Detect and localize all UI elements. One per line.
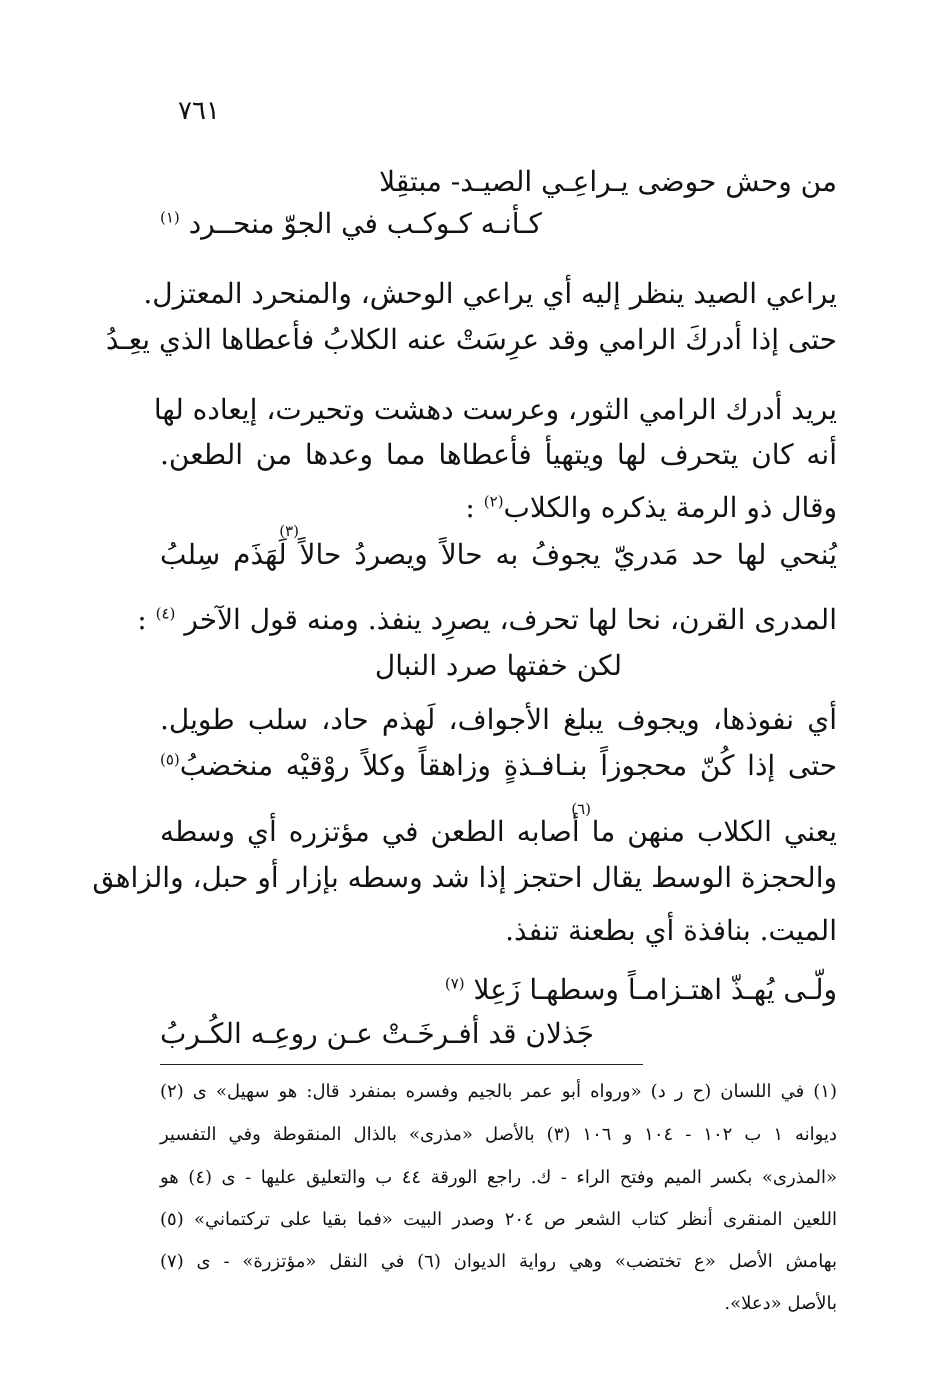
verse-line-5b: جَذلان قد أفـرخَـتْ عـن روعِـه الكُـربُ <box>160 1017 594 1050</box>
footnote-mark-4: (٤) <box>155 604 176 623</box>
verse-line-1a: من وحش حوضى يـراعِـي الصيـد- مبتقِلا <box>379 165 837 198</box>
commentary-line-3: أنه كان يتحرف لها ويتهيأ فأعطاها مما وعدها من الطعن. <box>160 438 837 471</box>
footnote-line-1: (١) في اللسان (ح ر د) «ورواه أبو عمر بالجيم وفسره بمنفرد قال: هو سهيل» ى (٢) <box>160 1081 837 1102</box>
footnote-mark-6: (٦) <box>571 800 591 818</box>
commentary-line-7 <box>160 814 837 850</box>
commentary-line-1: يراعي الصيد ينظر إليه أي يراعي الوحش، والمنحرد المعتزل. <box>143 277 837 310</box>
verse-line-3-text: يُنحي لها حد مَدريّ يجوفُ به حالاً ويصردُ حالاً لَهَذَم سِلبُ <box>160 538 837 571</box>
commentary-line-5: المدرى القرن، نحا لها تحرف، يصرِد ينفذ. ومنه قول الآخر $^{(٤)}$ : <box>137 603 837 636</box>
page-number: ٧٦١ <box>178 96 220 126</box>
commentary-line-7-text: يعني الكلاب منهن ما أصابه الطعن في مؤتزره أي وسطه <box>160 815 837 848</box>
footnote-line-3: «المذرى» بكسر الميم وفتح الراء - ك. راجع الورقة ٤٤ ب والتعليق عليها - ى (٤) هو <box>160 1167 838 1188</box>
commentary-line-2: يريد أدرك الرامي الثور، وعرست دهشت وتحيرت، إيعاده لها <box>153 393 837 426</box>
verse-line-3 <box>160 537 837 573</box>
footnote-line-5: بهامش الأصل «ع تختضب» وهي رواية الديوان (٦) في النقل «مؤتزرة» - ى (٧) <box>160 1251 837 1272</box>
quoted-hemistich: لكن خفتها صرد النبال <box>374 649 623 682</box>
commentary-line-6: أي نفوذها، ويجوف يبلغ الأجواف، لَهذم حاد، سلب طويل. <box>160 703 837 736</box>
verse-line-2: حتى إذا أدركَ الرامي وقد عرِسَتْ عنه الكلابُ فأعطاها الذي يعِـدُ <box>105 323 837 356</box>
footnote-mark-3: (٣) <box>279 522 299 540</box>
footnote-line-4: اللعين المنقرى أنظر كتاب الشعر ص ٢٠٤ وصدر البيت «فما بقيا على تركتماني» (٥) <box>160 1209 837 1230</box>
verse-line-1b <box>160 206 542 242</box>
commentary-line-4: وقال ذو الرمة يذكره والكلاب$^{(٢)}$ : <box>465 491 837 524</box>
verse-line-1b-text: كـأنـه كـوكـب في الجوّ منحــرد <box>188 207 542 240</box>
footnote-separator <box>160 1064 643 1065</box>
commentary-line-4-text: وقال ذو الرمة يذكره والكلاب <box>503 491 837 524</box>
verse-line-5a-text: ولّـى يُهـذّ اهتـزامـاً وسطهـا زَعِلا <box>473 973 837 1006</box>
footnote-line-6: بالأصل «دعلا». <box>724 1293 837 1314</box>
footnote-mark-7: (٧) <box>444 974 465 993</box>
commentary-line-9: الميت. بنافذة أي بطعنة تنفذ. <box>505 914 837 947</box>
verse-line-4-text: حتى إذا كُنّ محجوزاً بنـافـذةٍ وزاهقاً وكلاً روْقيْه منخضبُ <box>179 749 837 782</box>
verse-line-5a <box>445 972 837 1008</box>
footnote-mark-5: (٥) <box>160 750 180 769</box>
footnote-mark-1: (١) <box>160 208 180 227</box>
verse-line-4 <box>160 748 837 784</box>
commentary-line-8: والحجزة الوسط يقال احتجز إذا شد وسطه بإزار أو حبل، والزاهق <box>92 861 837 894</box>
footnote-mark-2: (٢) <box>483 492 504 511</box>
commentary-line-5-text: المدرى القرن، نحا لها تحرف، يصرِد ينفذ. ومنه قول الآخر <box>184 603 837 636</box>
footnote-line-2: ديوانه ١ ب ١٠٢ - ١٠٤ و ١٠٦ (٣) بالأصل «مذرى» بالذال المنقوطة وفي التفسير <box>160 1124 837 1145</box>
